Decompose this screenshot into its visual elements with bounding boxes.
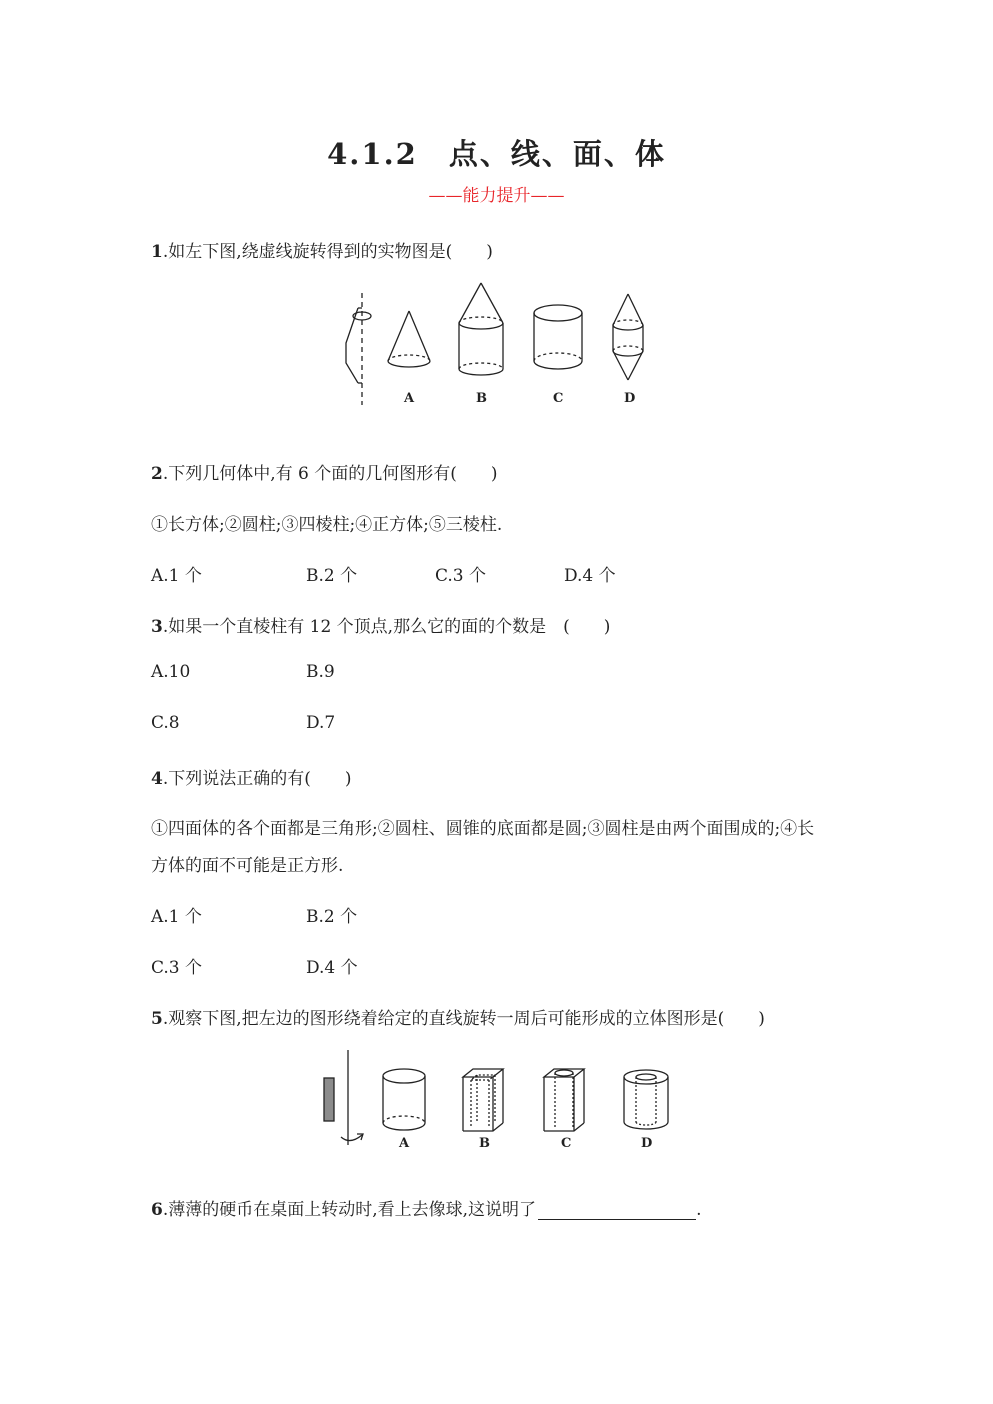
figure-label: D (624, 391, 636, 406)
answer-blank[interactable] (538, 1201, 696, 1220)
option-c[interactable]: C.3 个 (151, 958, 203, 978)
option-b[interactable]: B.9 (306, 662, 335, 682)
question-4 (151, 764, 352, 789)
question-5 (151, 1004, 765, 1029)
rotation-arrow-icon (341, 1135, 362, 1141)
figure-label: A (404, 391, 415, 406)
option-c[interactable]: C.3 个 (435, 566, 487, 586)
plane-rectangle (324, 1078, 334, 1121)
question-stem: .薄薄的硬币在桌面上转动时,看上去像球,这说明了 (162, 1200, 537, 1220)
question-4-detail-line2: 方体的面不可能是正方形. (151, 856, 344, 876)
solid-a-cone (388, 311, 430, 367)
solid-b-hollow-box (463, 1069, 503, 1131)
question-stem-end: . (696, 1200, 702, 1220)
solid-c-cylinder (534, 305, 582, 369)
question-stem: .如果一个直棱柱有 12 个顶点,那么它的面的个数是 ( ) (162, 617, 611, 637)
question-number: 4 (151, 769, 163, 789)
solid-d-hollow-cylinder (624, 1070, 668, 1129)
option-a[interactable]: A.10 (151, 662, 191, 682)
figure-label: D (641, 1136, 653, 1151)
figure-rotation-rectangle (310, 1045, 680, 1160)
question-3 (151, 612, 610, 637)
solid-b-cone-cylinder (459, 283, 503, 375)
solid-c-box-with-hole (544, 1069, 584, 1131)
figure-rotation-solids (330, 275, 650, 410)
question-stem: .下列几何体中,有 6 个面的几何图形有( ) (162, 464, 498, 484)
question-number: 6 (151, 1200, 163, 1220)
solid-a-cylinder (383, 1069, 425, 1130)
question-number: 1 (151, 242, 163, 262)
question-4-detail-line1: ①四面体的各个面都是三角形;②圆柱、圆锥的底面都是圆;③圆柱是由两个面围成的;④长 (151, 819, 815, 839)
question-stem: .观察下图,把左边的图形绕着给定的直线旋转一周后可能形成的立体图形是( ) (162, 1009, 765, 1029)
question-number: 5 (151, 1009, 163, 1029)
question-number: 3 (151, 617, 163, 637)
option-a[interactable]: A.1 个 (151, 566, 202, 586)
question-2 (151, 459, 498, 484)
question-stem: .如左下图,绕虚线旋转得到的实物图是( ) (162, 242, 493, 262)
figure-label: B (476, 391, 487, 406)
question-stem: .下列说法正确的有( ) (162, 769, 352, 789)
question-2-detail: ①长方体;②圆柱;③四棱柱;④正方体;⑤三棱柱. (151, 515, 503, 535)
question-1 (151, 237, 493, 262)
option-b[interactable]: B.2 个 (306, 907, 358, 927)
option-b[interactable]: B.2 个 (306, 566, 358, 586)
figure-label: C (553, 391, 564, 406)
figure-label: B (479, 1136, 490, 1151)
option-c[interactable]: C.8 (151, 713, 180, 733)
option-d[interactable]: D.7 (306, 713, 336, 733)
solid-d-double-cone (613, 294, 643, 380)
question-number: 2 (151, 464, 163, 484)
page-title: 4.1.2 点、线、面、体 (327, 137, 666, 171)
question-6 (151, 1195, 701, 1220)
section-subtitle: ——能力提升—— (428, 186, 565, 206)
option-d[interactable]: D.4 个 (306, 958, 358, 978)
figure-label: A (399, 1136, 410, 1151)
option-a[interactable]: A.1 个 (151, 907, 202, 927)
option-d[interactable]: D.4 个 (564, 566, 616, 586)
figure-label: C (561, 1136, 572, 1151)
